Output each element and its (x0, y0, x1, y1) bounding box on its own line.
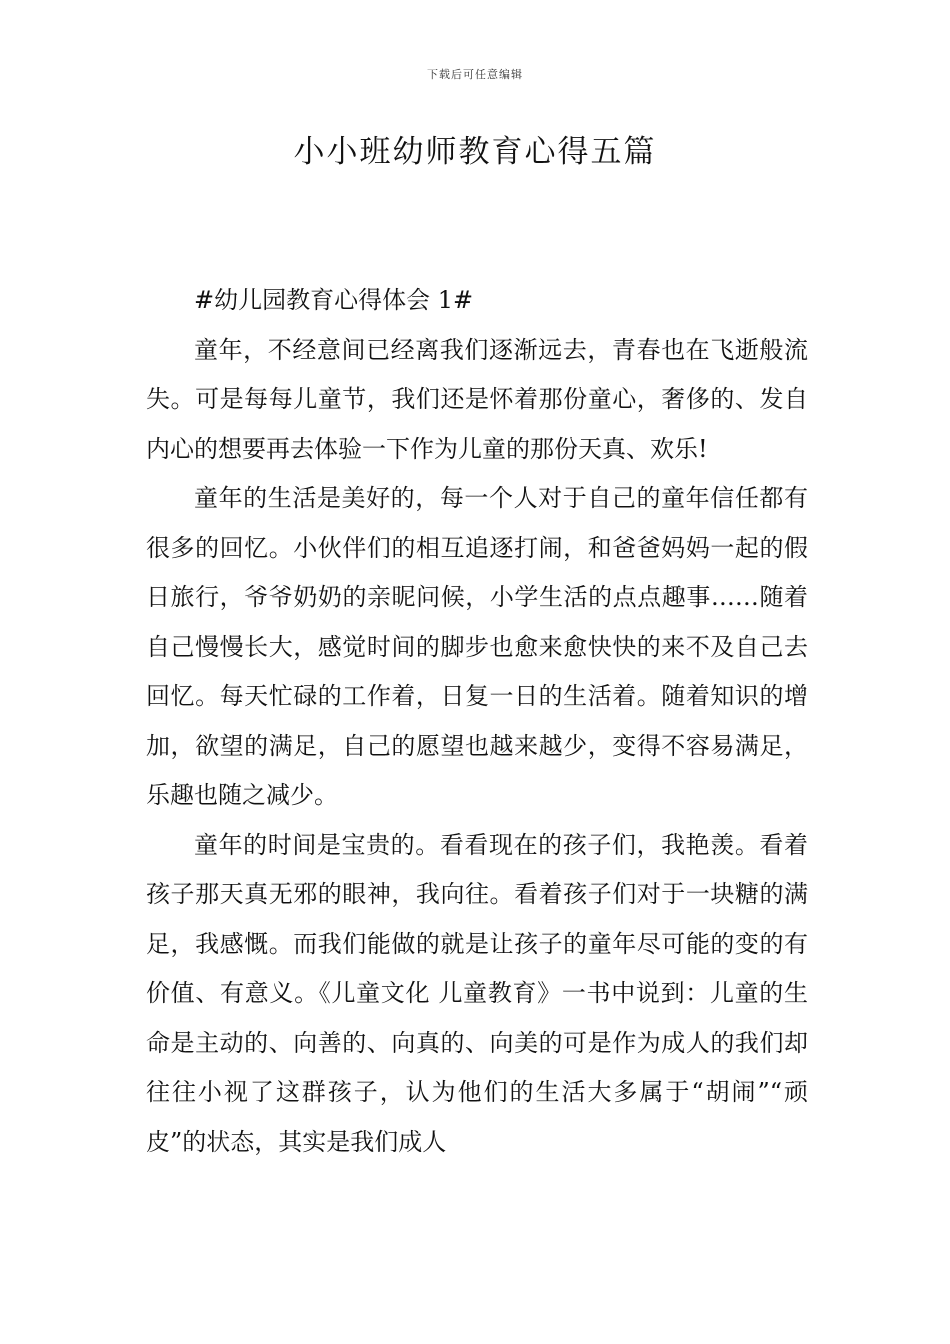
document-title: 小小班幼师教育心得五篇 (293, 134, 657, 170)
paragraph-1: 童年，不经意间已经离我们逐渐远去，青春也在飞逝般流失。可是每每儿童节，我们还是怀着那份童心，奢侈的、发自内心的想要再去体验一下作为儿童的那份天真、欢乐! (146, 335, 808, 463)
paragraph-2: 童年的生活是美好的，每一个人对于自己的童年信任都有很多的回忆。小伙伴们的相互追逐打闹，和爸爸妈妈一起的假日旅行，爷爷奶奶的亲昵问候，小学生活的点点趣事……随着自己慢慢长大，感觉时间的脚步也愈来愈快快的来不及自己去回忆。每天忙碌的工作着，日复一日的生活着。随着知识的增加，欲望的满足，自己的愿望也越来越少，变得不容易满足，乐趣也随之减少。 (146, 484, 808, 809)
document-body (146, 276, 808, 1167)
section-heading: #幼儿园教育心得体会 1# (194, 286, 474, 314)
header-note: 下载后可任意编辑 (427, 68, 523, 81)
paragraph-3: 童年的时间是宝贵的。看看现在的孩子们，我艳羡。看着孩子那天真无邪的眼神，我向往。看着孩子们对于一块糖的满足，我感慨。而我们能做的就是让孩子的童年尽可能的变的有价值、有意义。《儿童文化 儿童教育》一书中说到：儿童的生命是主动的、向善的、向真的、向美的可是作为成人的我们却往往小视了这群孩子，认为他们的生活大多属于“胡闹”“顽皮”的状态，其实是我们成人 (146, 830, 808, 1156)
